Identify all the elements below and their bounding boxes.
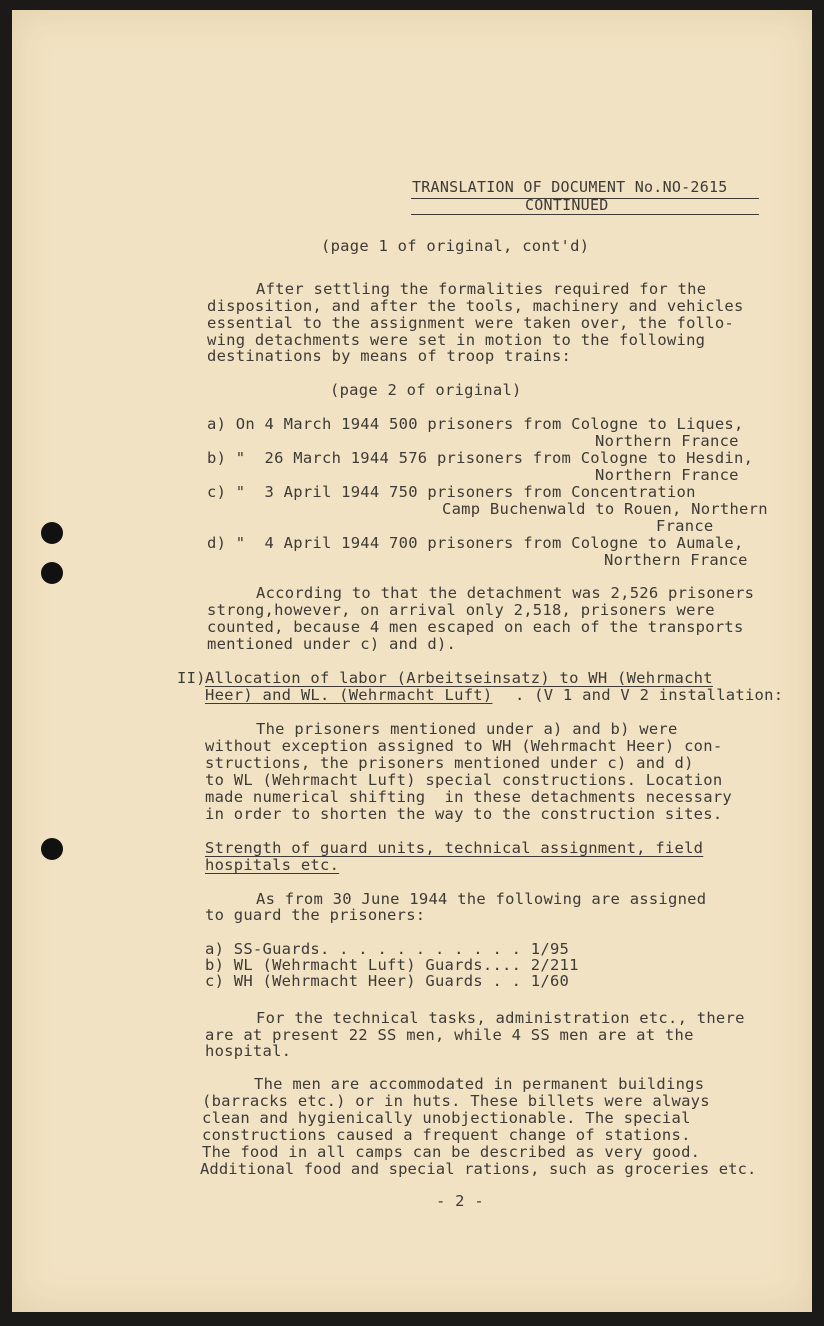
punch-hole-top — [41, 522, 63, 544]
strength-line: According to that the detachment was 2,526 prisoners — [256, 584, 755, 602]
allocation-line: made numerical shifting in these detachments necessary — [205, 788, 732, 806]
guard-heading-2: hospitals etc. — [205, 856, 340, 874]
section-heading-2b: . (V 1 and V 2 installation: — [515, 686, 784, 704]
billets-line: The men are accommodated in permanent buildings — [254, 1075, 705, 1093]
allocation-line: The prisoners mentioned under a) and b) were — [256, 720, 678, 738]
section-heading: Allocation of labor (Arbeitseinsatz) to WH (Wehrmacht — [205, 669, 713, 687]
section-heading-2: Heer) and WL. (Wehrmacht Luft) — [205, 686, 493, 704]
transport-b-dest: Northern France — [595, 466, 739, 484]
transport-b: b) " 26 March 1944 576 prisoners from Cologne to Hesdin, — [207, 449, 754, 467]
technical-line: hospital. — [205, 1042, 292, 1060]
transport-d-dest: Northern France — [604, 551, 748, 569]
billets-line: The food in all camps can be described as very good. — [202, 1143, 701, 1161]
allocation-line: without exception assigned to WH (Wehrmacht Heer) con- — [205, 737, 723, 755]
billets-line: (barracks etc.) or in huts. These billets were always — [202, 1092, 710, 1110]
punch-hole-middle — [41, 562, 63, 584]
technical-line: are at present 22 SS men, while 4 SS men are at the — [205, 1026, 694, 1044]
guard-heading: Strength of guard units, technical assignment, field — [205, 839, 704, 857]
document-page — [12, 10, 812, 1312]
title-underline-2 — [411, 214, 759, 215]
allocation-line: to WL (Wehrmacht Luft) special constructions. Location — [205, 771, 723, 789]
intro-line: essential to the assignment were taken over, the follo- — [207, 314, 734, 332]
transport-c-dest-2: France — [656, 517, 714, 535]
billets-line: Additional food and special rations, such as groceries etc. — [200, 1160, 757, 1178]
allocation-line: structions, the prisoners mentioned under c) and d) — [205, 754, 694, 772]
intro-line: destinations by means of troop trains: — [207, 347, 572, 365]
guard-intro-line: to guard the prisoners: — [205, 906, 426, 924]
transport-d: d) " 4 April 1944 700 prisoners from Cologne to Aumale, — [207, 534, 744, 552]
allocation-line: in order to shorten the way to the construction sites. — [205, 805, 723, 823]
document-title: TRANSLATION OF DOCUMENT No.NO-2615 — [412, 178, 728, 196]
transport-c-dest: Camp Buchenwald to Rouen, Northern — [442, 500, 768, 518]
transport-a-dest: Northern France — [595, 432, 739, 450]
strength-line: strong,however, on arrival only 2,518, prisoners were — [207, 601, 715, 619]
section-number: II) — [177, 669, 206, 687]
intro-line: After settling the formalities required for the — [256, 280, 707, 298]
billets-line: constructions caused a frequent change of stations. — [202, 1126, 691, 1144]
page-note-1: (page 1 of original, cont'd) — [321, 237, 590, 255]
guard-row: b) WL (Wehrmacht Luft) Guards.... 2/211 — [205, 956, 579, 974]
document-title-continued: CONTINUED — [525, 196, 609, 214]
transport-c: c) " 3 April 1944 750 prisoners from Concentration — [207, 483, 696, 501]
technical-line: For the technical tasks, administration etc., there — [256, 1009, 745, 1027]
intro-line: disposition, and after the tools, machinery and vehicles — [207, 297, 744, 315]
billets-line: clean and hygienically unobjectionable. The special — [202, 1109, 691, 1127]
guard-row: c) WH (Wehrmacht Heer) Guards . . 1/60 — [205, 972, 570, 990]
intro-line: wing detachments were set in motion to the following — [207, 331, 706, 349]
transport-a: a) On 4 March 1944 500 prisoners from Cologne to Liques, — [207, 415, 744, 433]
page-note-2: (page 2 of original) — [330, 381, 522, 399]
punch-hole-bottom — [41, 838, 63, 860]
strength-line: mentioned under c) and d). — [207, 635, 457, 653]
page-number: - 2 - — [436, 1192, 484, 1210]
guard-row: a) SS-Guards. . . . . . . . . . . 1/95 — [205, 940, 570, 958]
guard-intro-line: As from 30 June 1944 the following are assigned — [256, 890, 707, 908]
strength-line: counted, because 4 men escaped on each of the transports — [207, 618, 744, 636]
